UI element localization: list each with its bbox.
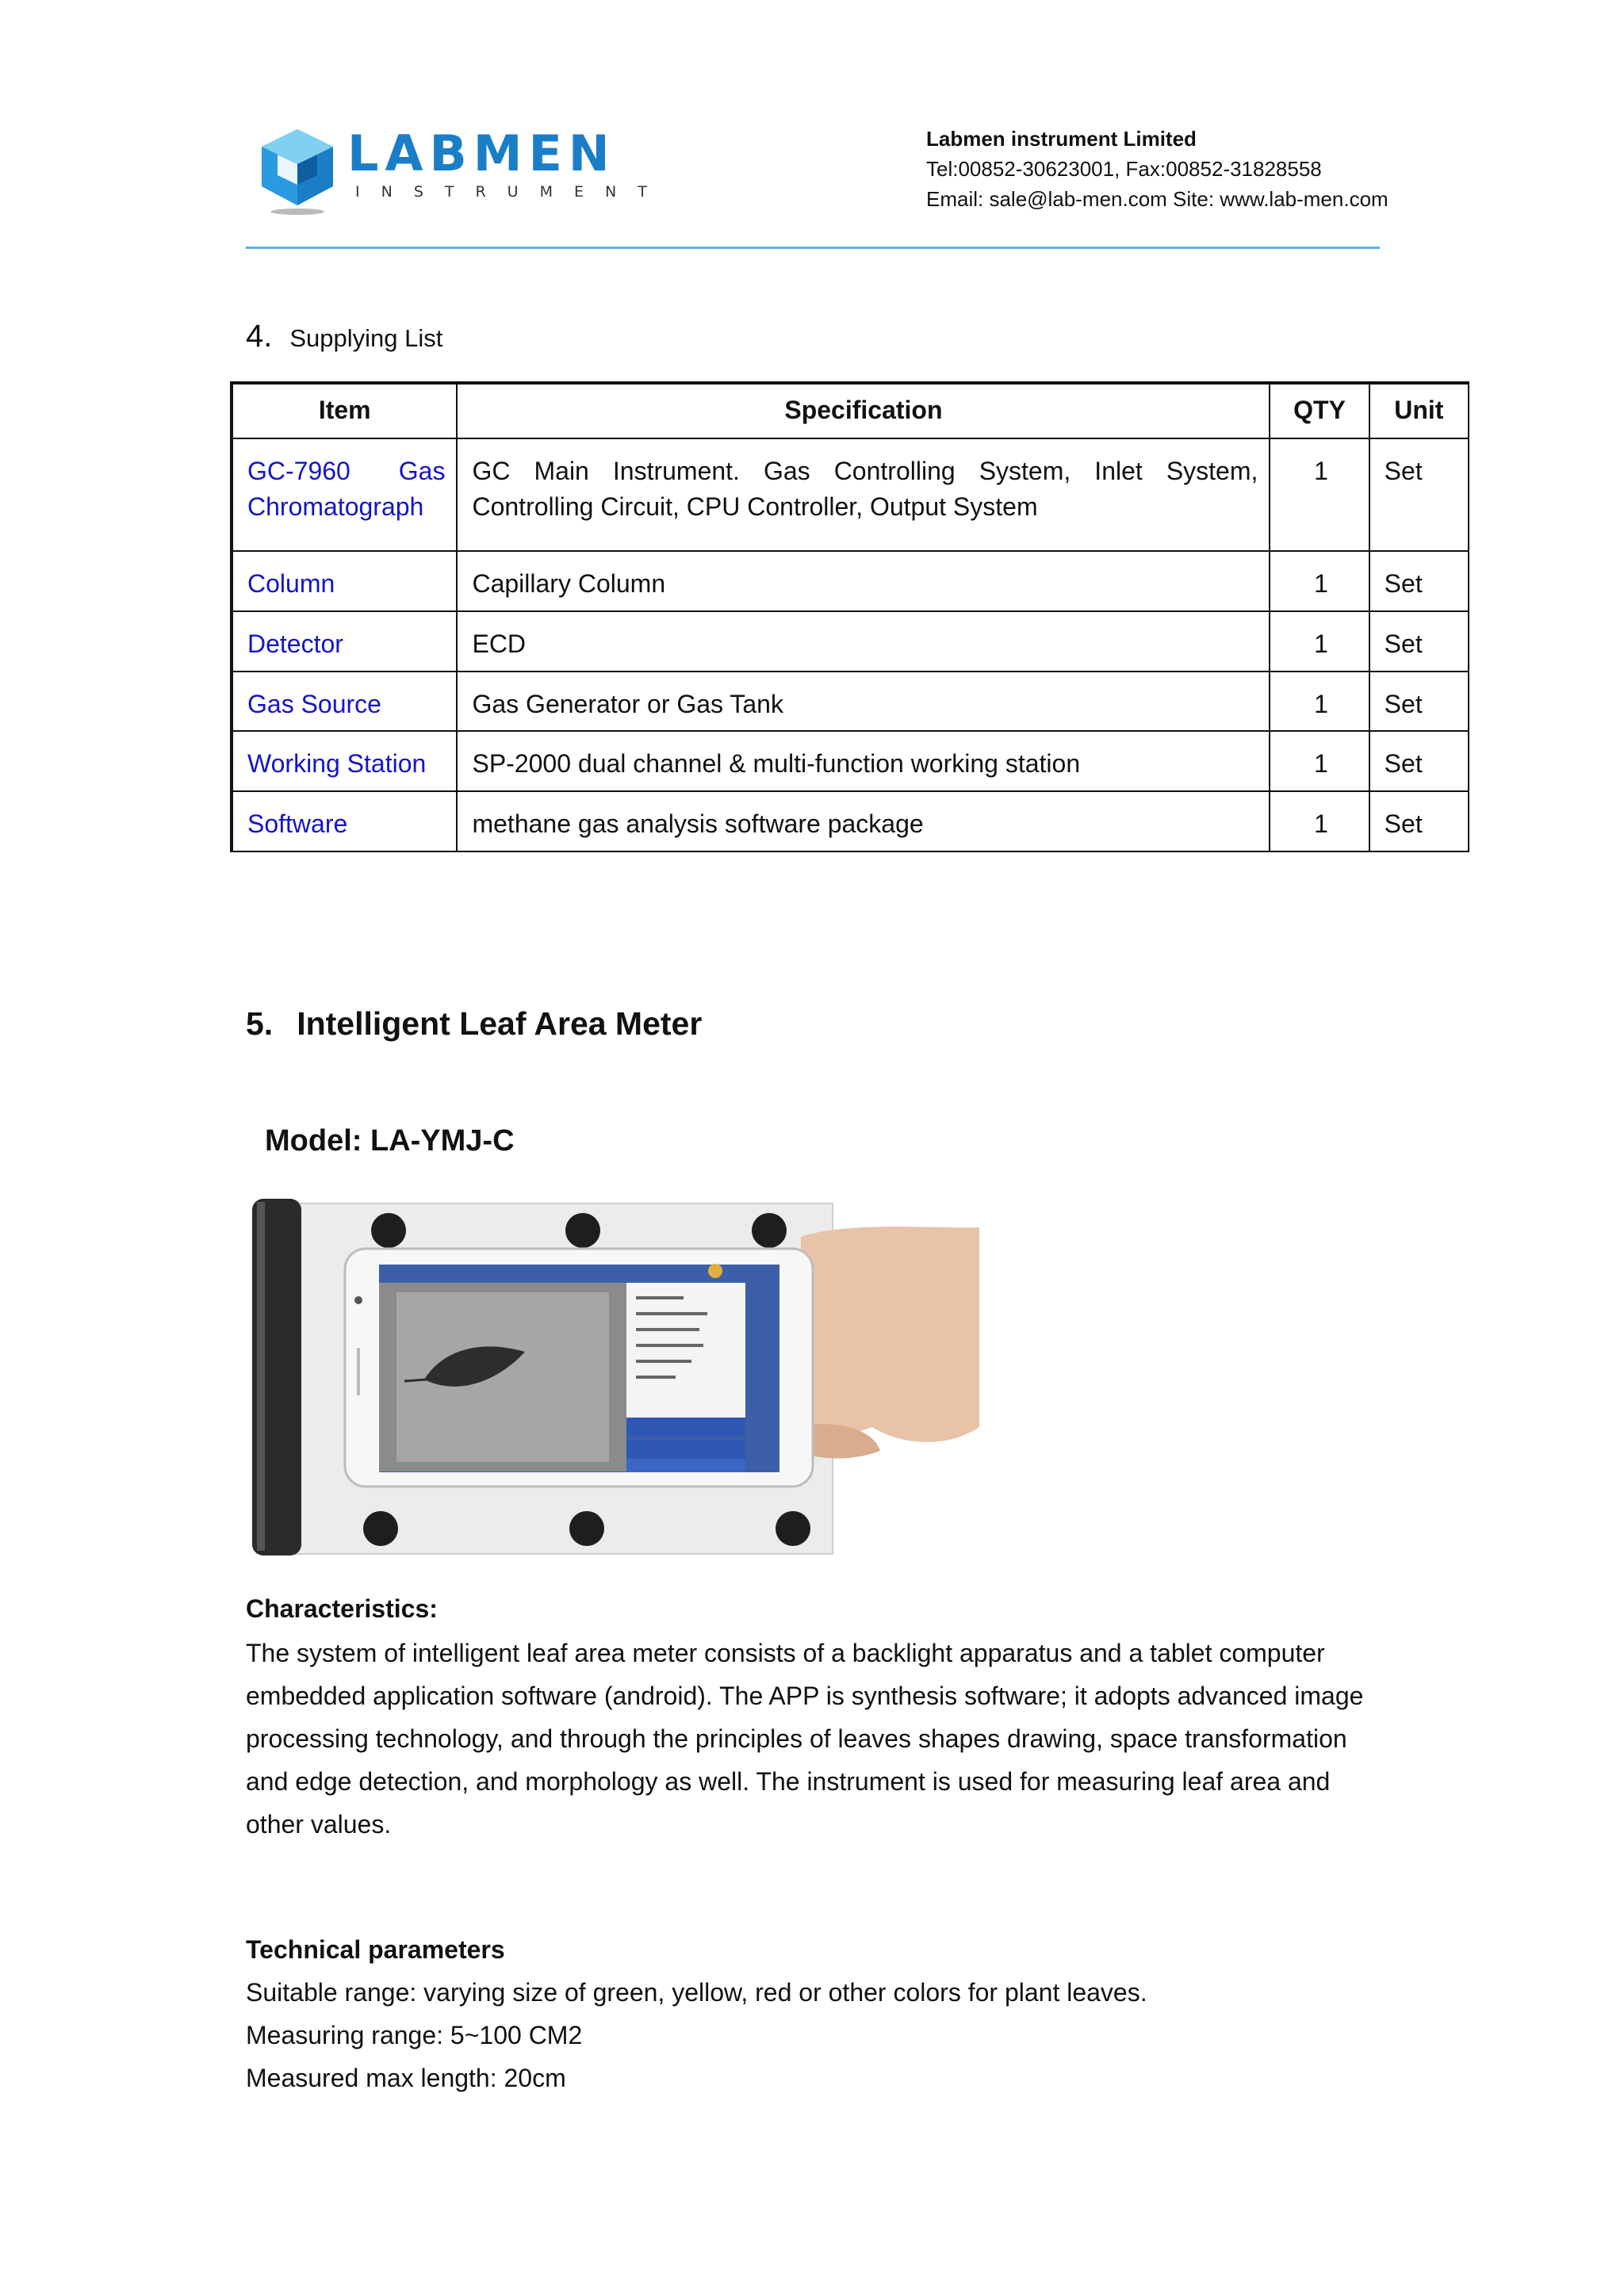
section-4-title: Supplying List [289,324,443,352]
section-5-title: Intelligent Leaf Area Meter [297,1005,703,1042]
company-name: Labmen instrument Limited [926,127,1197,151]
unit-cell: Set [1369,672,1469,731]
section-4-number: 4. [246,319,273,354]
table-row [232,438,1469,551]
unit-cell: Set [1369,731,1469,791]
qty-cell: 1 [1270,611,1369,672]
column-header-specification: Specification [457,383,1270,438]
table-header-row [232,383,1469,438]
table-row [232,611,1469,672]
tech-param-line: Suitable range: varying size of green, yellow, red or other colors for plant leaves. [246,1978,1147,2007]
spec-cell: methane gas analysis software package [457,791,1270,851]
qty-cell: 1 [1270,672,1369,731]
item-cell: Gas Source [232,672,457,731]
characteristics-heading: Characteristics: [246,1594,438,1623]
item-cell: Working Station [232,731,457,791]
table-row [232,791,1469,851]
technical-heading: Technical parameters [246,1935,505,1964]
spec-cell: SP-2000 dual channel & multi-function working station [457,731,1270,791]
item-cell: Detector [232,611,457,672]
company-contact [926,124,1388,214]
model-label: Model: LA-YMJ-C [265,1124,515,1158]
qty-cell: 1 [1270,551,1369,611]
unit-cell: Set [1369,438,1469,551]
header-divider [246,247,1380,249]
spec-cell: GC Main Instrument. Gas Controlling System, Inlet System, Controlling Circuit, CPU Controller, Output System [457,438,1270,551]
logo-name: LABMEN [347,124,616,182]
column-header-qty: QTY [1270,383,1369,438]
column-header-unit: Unit [1369,383,1469,438]
item-cell: Column [232,551,457,611]
spec-cell: Gas Generator or Gas Tank [457,672,1270,731]
qty-cell: 1 [1270,731,1369,791]
tech-param-line: Measured max length: 20cm [246,2064,566,2092]
spec-cell: Capillary Column [457,551,1270,611]
unit-cell: Set [1369,551,1469,611]
item-cell: Software [232,791,457,851]
section-4-heading [246,319,442,354]
supply-table [230,381,1469,852]
logo-cube-icon [254,123,341,216]
item-cell: GC-7960 Gas Chromatograph [232,438,457,551]
unit-cell: Set [1369,791,1469,851]
unit-cell: Set [1369,611,1469,672]
tech-param-line: Measuring range: 5~100 CM2 [246,2021,583,2049]
qty-cell: 1 [1270,791,1369,851]
logo-subtitle: INSTRUMENT [355,183,668,201]
leaf-meter-illustration [246,1189,979,1557]
table-row [232,672,1469,731]
table-row [232,551,1469,611]
spec-cell: ECD [457,611,1270,672]
section-5-heading [246,1005,702,1043]
product-photo [246,1189,979,1557]
company-logo [254,123,668,218]
characteristics-text: The system of intelligent leaf area meter consists of a backlight apparatus and a tablet computer embedded application software (android). The APP is synthesis software; it adopts advanced image processing technology, and through the principles of leaves shapes drawing, space transformation and edge detection, and morphology as well. The instrument is used for measuring leaf area and other values. [246,1639,1364,1839]
table-row [232,731,1469,791]
company-tel-fax: Tel:00852-30623001, Fax:00852-31828558 [926,157,1322,181]
company-email-site: Email: sale@lab-men.com Site: www.lab-men.com [926,187,1388,211]
column-header-item: Item [232,383,457,438]
qty-cell: 1 [1270,438,1369,551]
section-5-number: 5. [246,1005,274,1042]
